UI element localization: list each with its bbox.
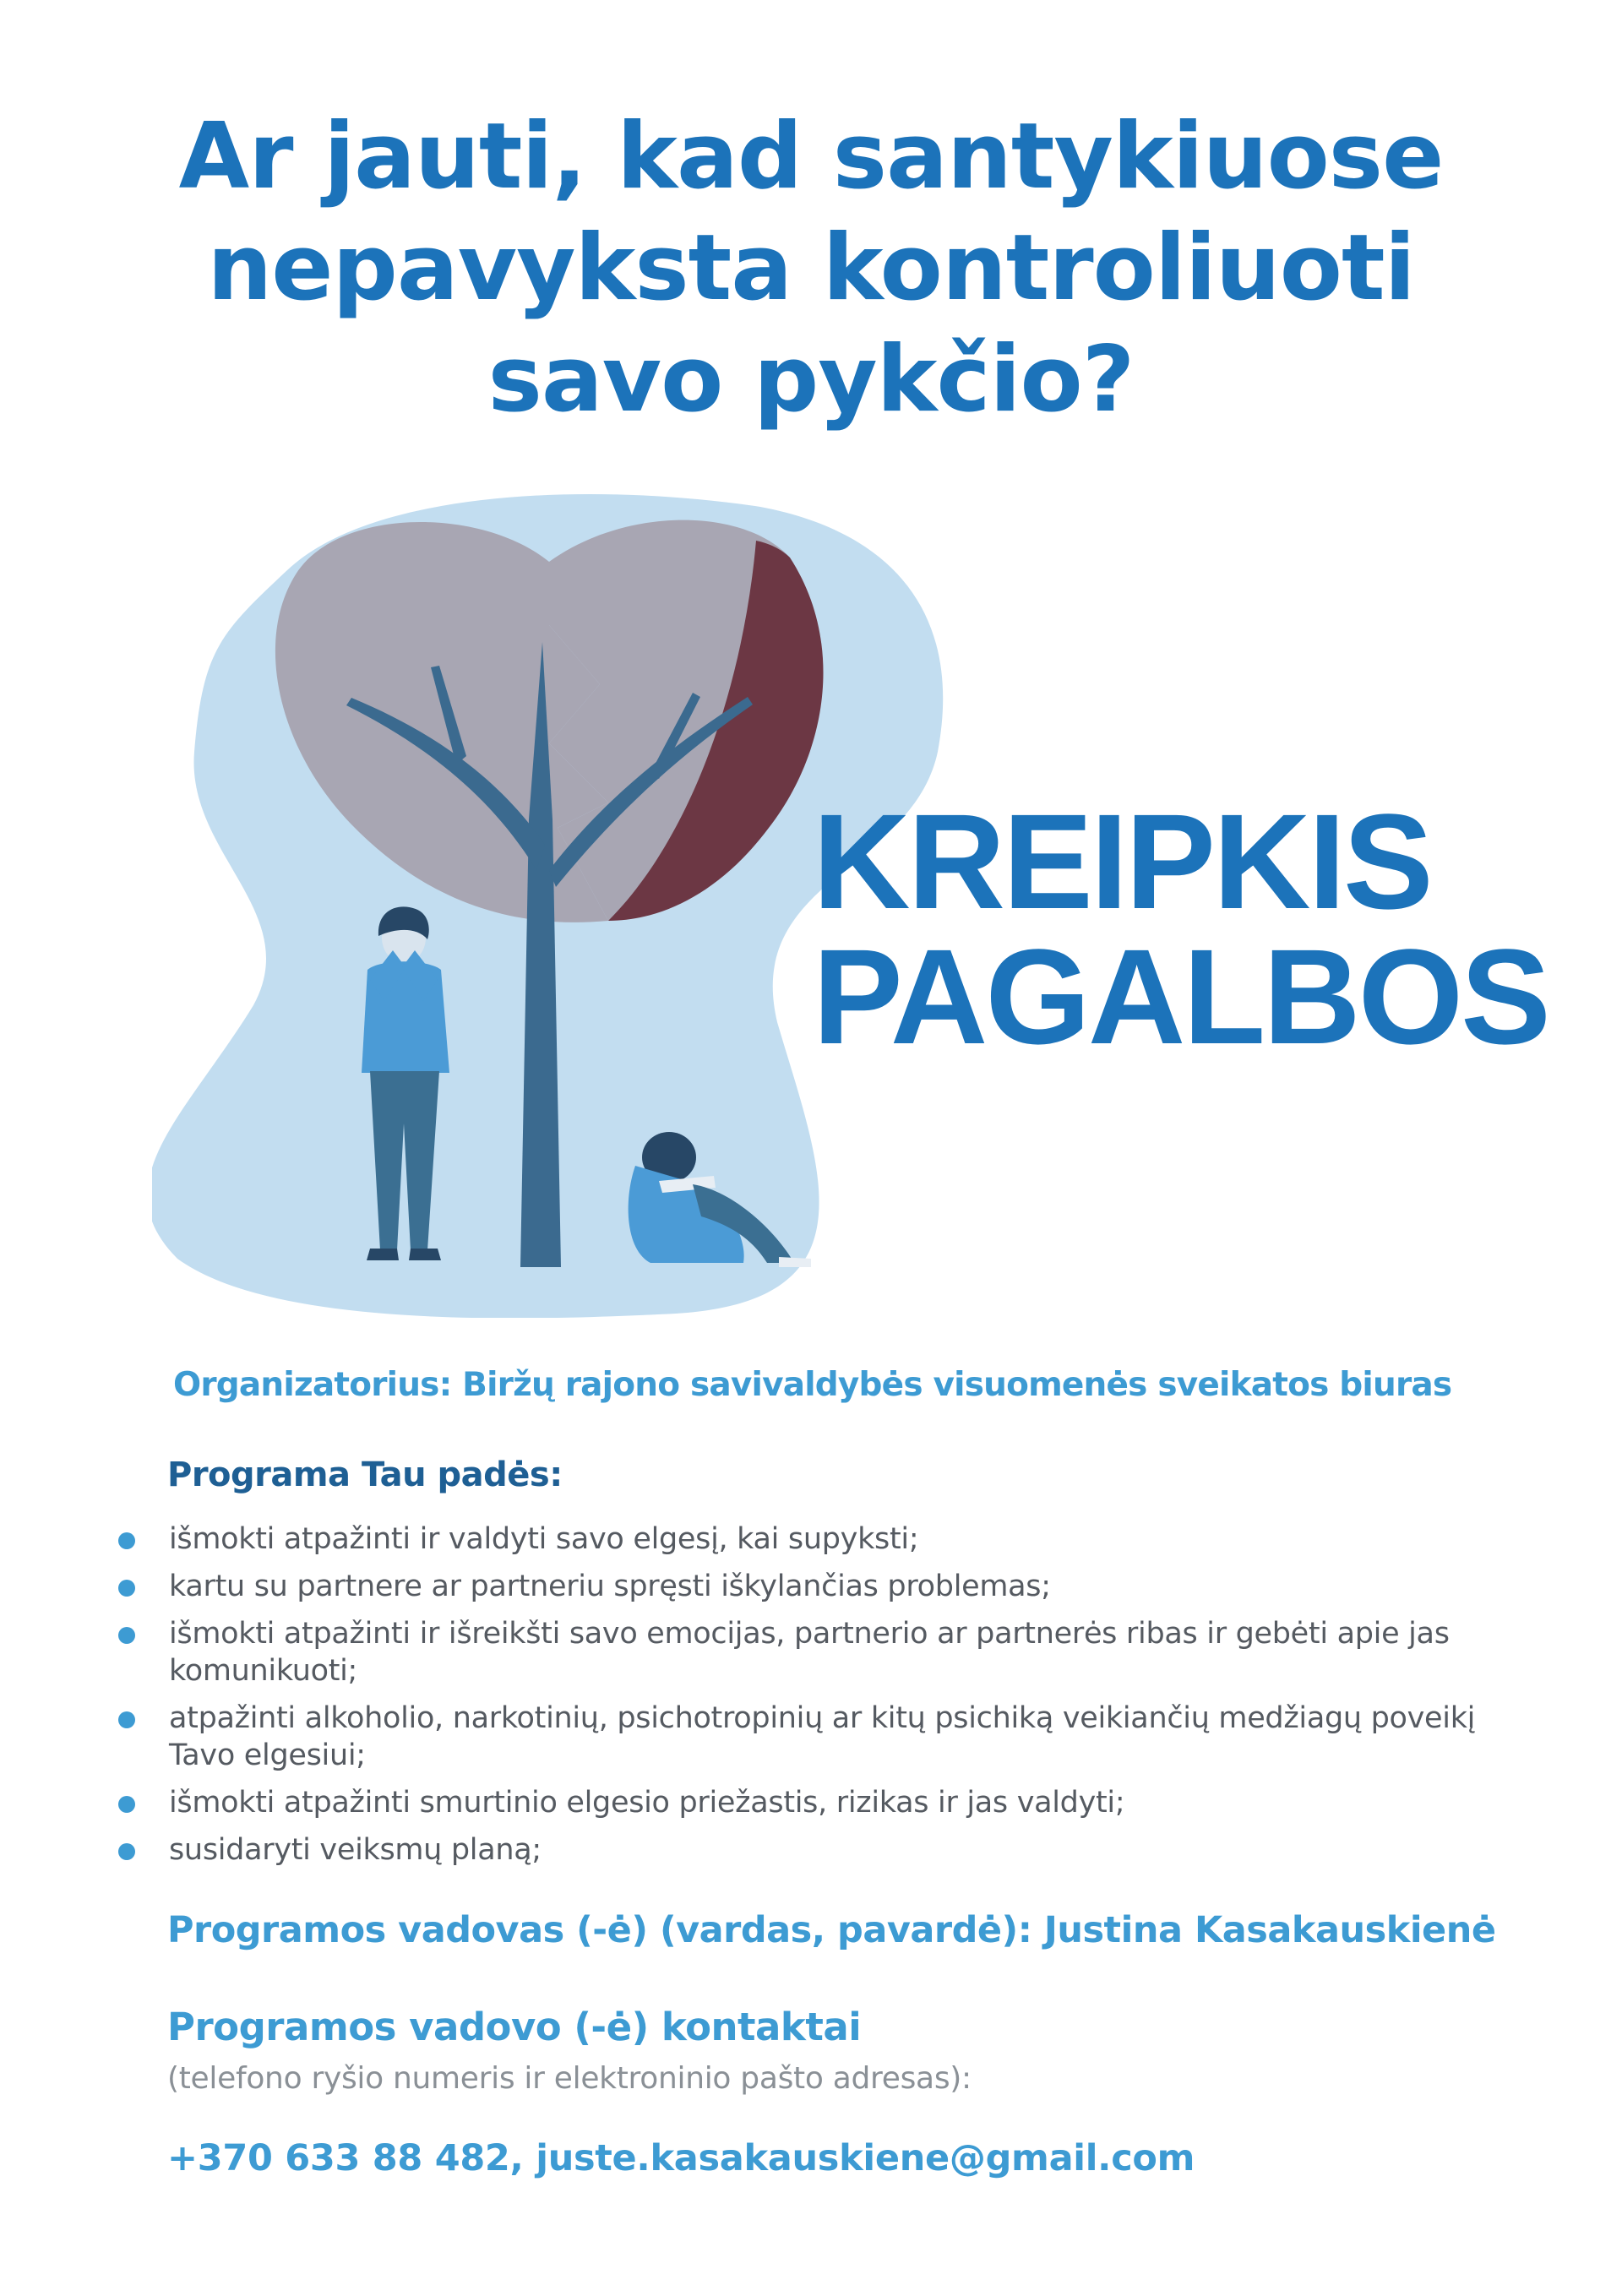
call-to-action [813,786,1549,1072]
list-item [118,1700,1504,1774]
list-item [118,1784,1504,1821]
bullet-icon [118,1580,135,1597]
list-item [118,1521,1504,1558]
list-item-text: išmokti atpažinti ir išreikšti savo emocijas, partnerio ar partnerės ribas ir gebėti apie jas komunikuoti; [169,1617,1450,1688]
program-benefits-heading: Programa Tau padės: [167,1455,563,1494]
headline [0,101,1622,436]
cta-line-1: KREIPKIS [813,786,1431,937]
list-item-text: atpažinti alkoholio, narkotinių, psichotropinių ar kitų psichiką veikiančių medžiagų poveikį Tavo elgesiui; [169,1701,1476,1772]
woman-shoe [779,1257,811,1267]
list-item-text: susidaryti veiksmų planą; [169,1833,542,1867]
contact-details: +370 633 88 482, juste.kasakauskiene@gmail.com [167,2137,1195,2179]
list-item-text: išmokti atpažinti ir valdyti savo elgesį, kai supyksti; [169,1522,919,1556]
bullet-icon [118,1532,135,1549]
list-item [118,1615,1504,1689]
headline-line-1: Ar jauti, kad santykiuose [178,104,1444,209]
list-item [118,1831,1504,1869]
headline-line-3: savo pykčio? [487,327,1135,433]
bullet-icon [118,1796,135,1813]
list-item-text: kartu su partnere ar partneriu spręsti iškylančias problemas; [169,1570,1051,1603]
list-item-text: išmokti atpažinti smurtinio elgesio priežastis, rizikas ir jas valdyti; [169,1786,1125,1820]
bullet-icon [118,1843,135,1860]
organizer-text: Organizatorius: Biržų rajono savivaldybės visuomenės sveikatos biuras [173,1366,1452,1404]
program-benefits-list [118,1521,1504,1879]
bullet-icon [118,1627,135,1644]
program-leader-text: Programos vadovas (-ė) (vardas, pavardė): Justina Kasakauskienė [167,1909,1496,1951]
contacts-note: (telefono ryšio numeris ir elektroninio pašto adresas): [167,2061,972,2096]
cta-line-2: PAGALBOS [813,921,1549,1072]
bullet-icon [118,1711,135,1728]
contacts-heading: Programos vadovo (-ė) kontaktai [167,2005,862,2049]
list-item [118,1568,1504,1605]
headline-line-2: nepavyksta kontroliuoti [207,215,1415,321]
